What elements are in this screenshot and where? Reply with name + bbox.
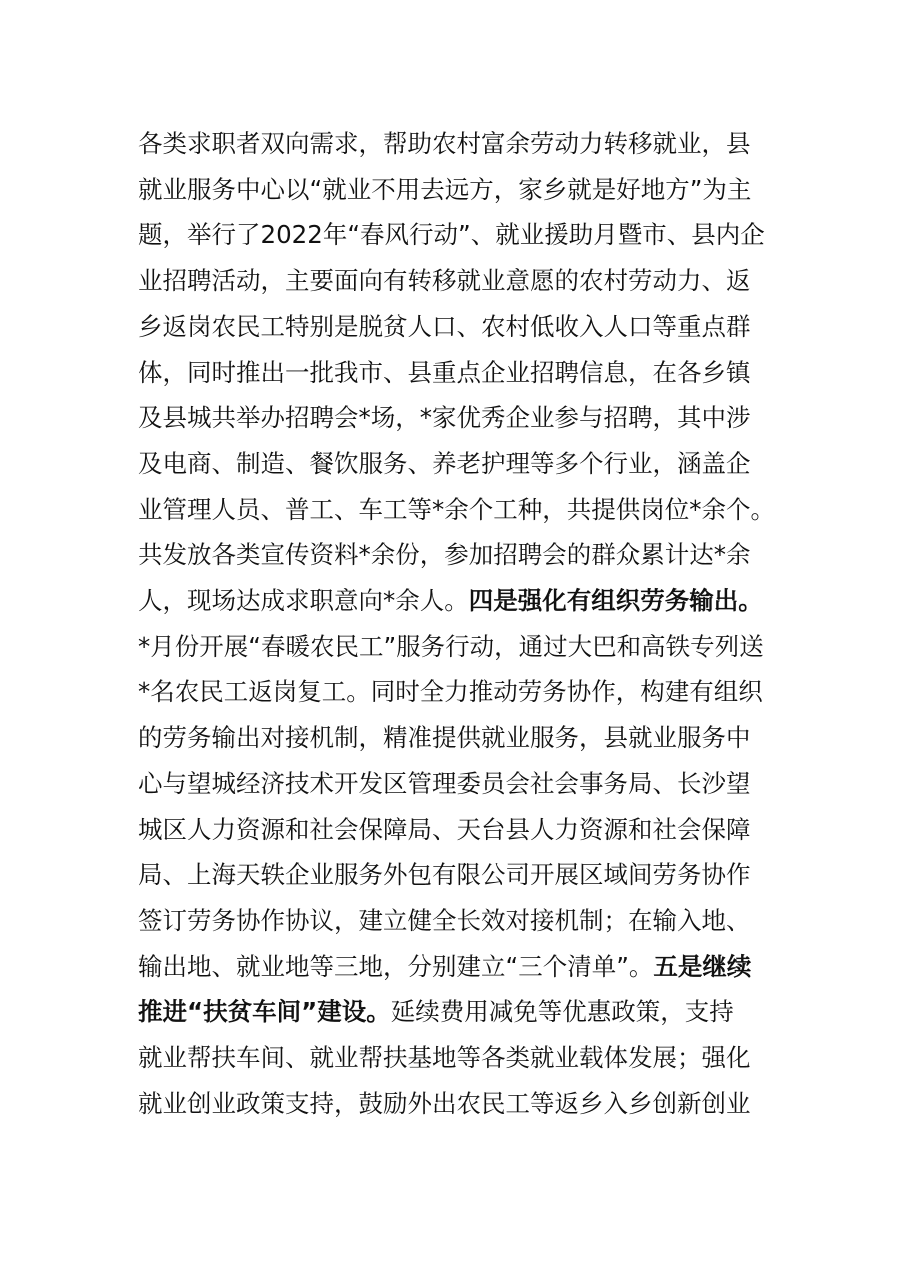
- text-run: 心与望城经济技术开发区管理委员会社会事务局、长沙望: [138, 768, 751, 798]
- text-line: [138, 718, 788, 758]
- text-run: 体，同时推出一批我市、县重点企业招聘信息，在各乡镇: [138, 357, 751, 387]
- text-line: [138, 627, 788, 667]
- text-line: [138, 215, 788, 255]
- text-line: [138, 353, 788, 393]
- text-line: [138, 1084, 788, 1124]
- text-run: 签订劳务协作协议，建立健全长效对接机制；在输入地、: [138, 905, 751, 935]
- text-line: [138, 170, 788, 210]
- text-line: [138, 810, 788, 850]
- text-run: 各类求职者双向需求，帮助农村富余劳动力转移就业，县: [138, 129, 751, 158]
- text-line: [138, 124, 788, 164]
- text-line: [138, 764, 788, 804]
- bold-text-run: 推进“扶贫车间”建设。: [138, 997, 391, 1027]
- text-line: [138, 947, 788, 987]
- text-run: 延续费用减免等优惠政策，支持: [390, 997, 734, 1027]
- text-run: *月份开展“春暖农民工”服务行动，通过大巴和高铁专列送: [138, 631, 764, 661]
- text-line: [138, 490, 788, 530]
- text-line: [138, 444, 788, 484]
- text-run: 乡返岗农民工特别是脱贫人口、农村低收入人口等重点群: [138, 311, 751, 341]
- text-run: 就业帮扶车间、就业帮扶基地等各类就业载体发展；强化: [138, 1043, 751, 1072]
- text-run: 及电商、制造、餐饮服务、养老护理等多个行业，涵盖企: [138, 448, 751, 478]
- text-line: [138, 398, 788, 438]
- text-run: 就业服务中心以“就业不用去远方，家乡就是好地方”为主: [138, 174, 752, 204]
- text-run: *名农民工返岗复工。同时全力推动劳务协作，构建有组织: [138, 677, 763, 707]
- text-line: [138, 901, 788, 941]
- text-line: [138, 992, 788, 1032]
- text-run: 题，举行了2022年“春风行动”、就业援助月暨市、县内企: [138, 220, 765, 250]
- text-run: 的劳务输出对接机制，精准提供就业服务，县就业服务中: [138, 723, 751, 753]
- text-run: 业招聘活动，主要面向有转移就业意愿的农村劳动力、返: [138, 266, 751, 296]
- text-line: [138, 1038, 788, 1078]
- text-line: [138, 581, 788, 621]
- text-run: 共发放各类宣传资料*余份，参加招聘会的群众累计达*余: [138, 540, 751, 570]
- text-line: [138, 307, 788, 347]
- text-run: 城区人力资源和社会保障局、天台县人力资源和社会保障: [138, 814, 751, 844]
- text-run: 局、上海天轶企业服务外包有限公司开展区域间劳务协作: [138, 860, 751, 890]
- text-run: 业管理人员、普工、车工等*余个工种，共提供岗位*余个。: [138, 494, 775, 524]
- text-run: 就业创业政策支持，鼓励外出农民工等返乡入乡创新创业: [138, 1088, 751, 1118]
- bold-text-run: 四是强化有组织劳务输出。: [468, 586, 763, 615]
- text-line: [138, 855, 788, 895]
- text-run: 及县城共举办招聘会*场，*家优秀企业参与招聘，其中涉: [138, 403, 751, 433]
- bold-text-run: 五是继续: [653, 951, 752, 981]
- text-line: [138, 672, 788, 712]
- text-run: 输出地、就业地等三地，分别建立“三个清单”。: [138, 951, 654, 981]
- text-line: [138, 535, 788, 575]
- text-line: [138, 261, 788, 301]
- text-run: 人，现场达成求职意向*余人。: [138, 586, 469, 615]
